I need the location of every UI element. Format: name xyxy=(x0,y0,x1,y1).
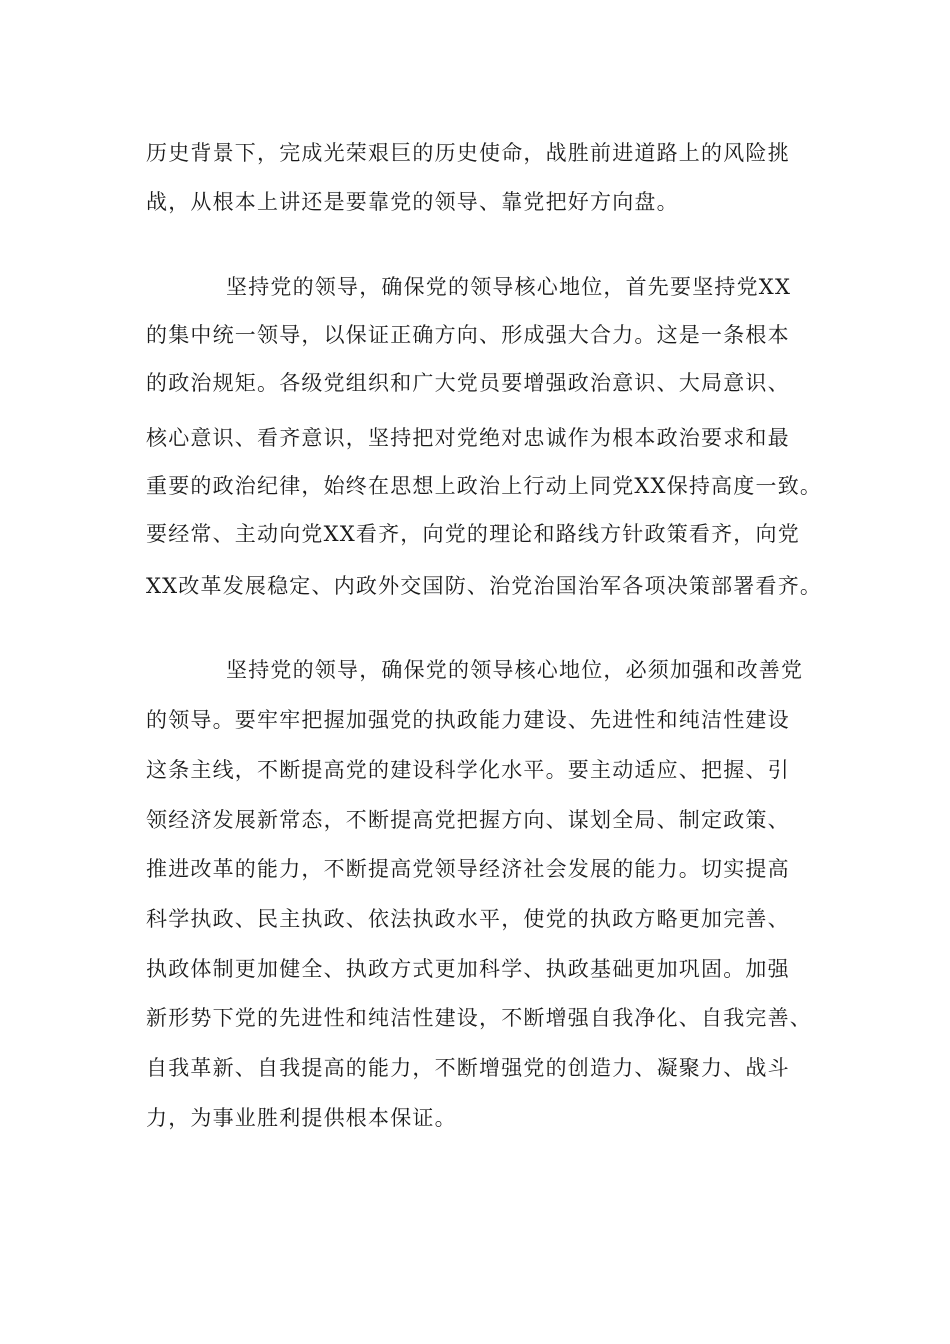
paragraph-1-line-1: 历史背景下，完成光荣艰巨的历史使命，战胜前进道路上的风险挑 xyxy=(146,141,790,165)
paragraph-3-line-9: 自我革新、自我提高的能力，不断增强党的创造力、凝聚力、战斗 xyxy=(146,1056,790,1080)
paragraph-3-line-7: 执政体制更加健全、执政方式更加科学、执政基础更加巩固。加强 xyxy=(146,957,790,981)
paragraph-3-line-8: 新形势下党的先进性和纯洁性建设，不断增强自我净化、自我完善、 xyxy=(146,1006,812,1030)
paragraph-3-line-10: 力，为事业胜利提供根本保证。 xyxy=(146,1106,457,1130)
paragraph-2-line-5: 重要的政治纪律，始终在思想上政治上行动上同党XX保持高度一致。 xyxy=(146,474,823,498)
paragraph-2-line-4: 核心意识、看齐意识，坚持把对党绝对忠诚作为根本政治要求和最 xyxy=(146,426,790,450)
paragraph-2-line-3: 的政治规矩。各级党组织和广大党员要增强政治意识、大局意识、 xyxy=(146,371,790,395)
paragraph-2-line-2: 的集中统一领导，以保证正确方向、形成强大合力。这是一条根本 xyxy=(146,323,790,347)
paragraph-3-line-3: 这条主线，不断提高党的建设科学化水平。要主动适应、把握、引 xyxy=(146,758,790,782)
paragraph-2-line-7: XX改革发展稳定、内政外交国防、治党治国治军各项决策部署看齐。 xyxy=(146,574,823,598)
paragraph-2-line-1: 坚持党的领导，确保党的领导核心地位，首先要坚持党XX xyxy=(226,275,792,299)
paragraph-3-line-2: 的领导。要牢牢把握加强党的执政能力建设、先进性和纯洁性建设 xyxy=(146,708,790,732)
paragraph-2-line-6: 要经常、主动向党XX看齐，向党的理论和路线方针政策看齐，向党 xyxy=(146,522,800,546)
paragraph-3-line-1: 坚持党的领导，确保党的领导核心地位，必须加强和改善党 xyxy=(226,658,804,682)
paragraph-3-line-4: 领经济发展新常态，不断提高党把握方向、谋划全局、制定政策、 xyxy=(146,808,790,832)
paragraph-1-line-2: 战，从根本上讲还是要靠党的领导、靠党把好方向盘。 xyxy=(146,190,679,214)
paragraph-3-line-6: 科学执政、民主执政、依法执政水平，使党的执政方略更加完善、 xyxy=(146,907,790,931)
paragraph-3-line-5: 推进改革的能力，不断提高党领导经济社会发展的能力。切实提高 xyxy=(146,857,790,881)
